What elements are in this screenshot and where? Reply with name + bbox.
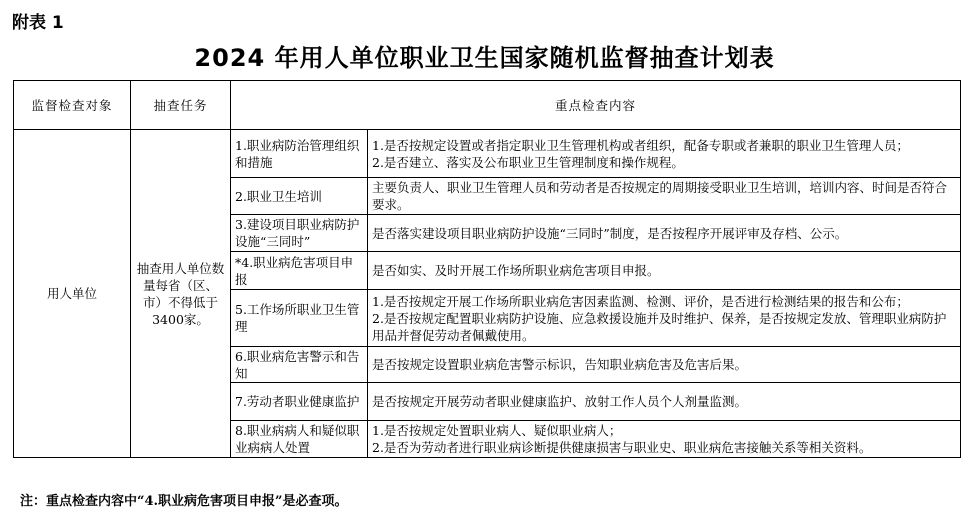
attachment-label: 附表 1	[12, 13, 64, 33]
task-cell: 抽查用人单位数量每省（区、市）不得低于3400家。	[131, 130, 231, 458]
item-cell: 3.建设项目职业病防护设施“三同时”	[231, 215, 368, 252]
header-target: 监督检查对象	[14, 81, 131, 130]
content-cell	[368, 252, 961, 290]
content-line: 是否按规定设置职业病危害警示标识，告知职业病危害及危害后果。	[372, 357, 748, 372]
table-row	[14, 130, 961, 178]
item-cell: *4.职业病危害项目申报	[231, 252, 368, 290]
content-cell	[368, 178, 961, 215]
content-line: 主要负责人、职业卫生管理人员和劳动者是否按规定的周期接受职业卫生培训，培训内容、时间是否符合要求。	[372, 180, 948, 212]
item-cell: 6.职业病危害警示和告知	[231, 347, 368, 383]
content-line: 是否如实、及时开展工作场所职业病危害项目申报。	[372, 263, 660, 278]
content-cell	[368, 347, 961, 383]
content-line: 是否按规定开展劳动者职业健康监护、放射工作人员个人剂量监测。	[372, 394, 748, 409]
item-cell: 5.工作场所职业卫生管理	[231, 290, 368, 347]
content-line: 2.是否建立、落实及公布职业卫生管理制度和操作规程。	[372, 154, 684, 170]
footnote: 注：重点检查内容中“4.职业病危害项目申报”是必查项。	[20, 494, 348, 509]
item-cell: 2.职业卫生培训	[231, 178, 368, 215]
content-cell	[368, 290, 961, 347]
content-cell	[368, 130, 961, 178]
item-cell: 8.职业病病人和疑似职业病病人处置	[231, 421, 368, 458]
content-line: 2.是否为劳动者进行职业病诊断提供健康损害与职业史、职业病危害接触关系等相关资料。	[372, 440, 872, 455]
content-cell	[368, 383, 961, 421]
item-cell: 1.职业病防治管理组织和措施	[231, 130, 368, 178]
content-line: 2.是否按规定配置职业病防护设施、应急救援设施并及时维护、保养，是否按规定发放、管理职业病防护用品并督促劳动者佩戴使用。	[372, 310, 947, 343]
inspection-plan-table	[13, 80, 961, 458]
content-cell	[368, 215, 961, 252]
table-header-row	[14, 81, 961, 130]
content-line: 1.是否按规定设置或者指定职业卫生管理机构或者组织，配备专职或者兼职的职业卫生管理人员；	[372, 137, 909, 153]
content-line: 1.是否按规定处置职业病人、疑似职业病人；	[372, 423, 622, 438]
content-line: 是否落实建设项目职业病防护设施“三同时”制度，是否按程序开展评审及存档、公示。	[372, 225, 848, 241]
content-line: 1.是否按规定开展工作场所职业病危害因素监测、检测、评价，是否进行检测结果的报告和公布；	[372, 293, 909, 309]
page-title: 2024 年用人单位职业卫生国家随机监督抽查计划表	[194, 44, 775, 72]
target-cell: 用人单位	[14, 130, 131, 458]
header-content: 重点检查内容	[231, 81, 961, 130]
header-task: 抽查任务	[131, 81, 231, 130]
content-cell	[368, 421, 961, 458]
item-cell: 7.劳动者职业健康监护	[231, 383, 368, 421]
